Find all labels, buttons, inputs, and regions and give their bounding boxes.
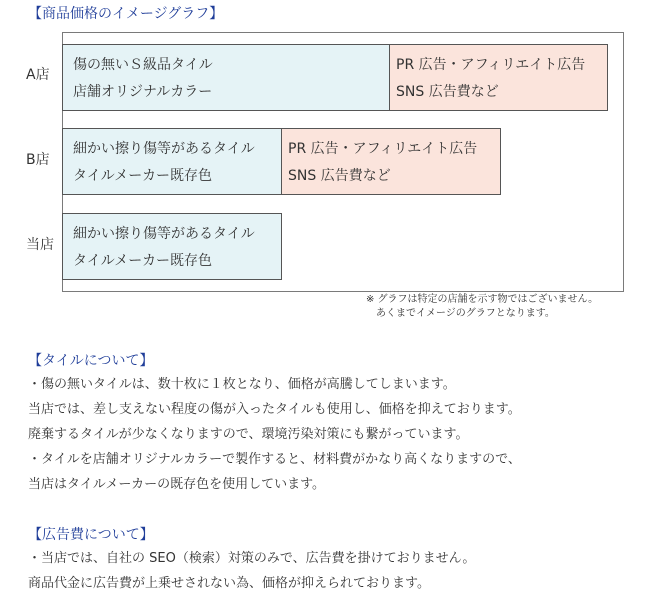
ad-section-body [28,546,475,596]
paragraph-line: ・タイルを店舗オリジナルカラーで製作すると、材料費がかなり高くなりますので、 [28,452,521,467]
segment-line: 傷の無いＳ級品タイル [73,57,213,73]
graph-note-line-1: ※ グラフは特定の店舗を示す物ではございません。 [366,294,599,305]
paragraph-line: 当店はタイルメーカーの既存色を使用しています。 [28,477,326,492]
store-label-b: B店 [26,152,50,168]
graph-note-line-2: あくまでイメージのグラフとなります。 [376,308,555,319]
segment-line: 店舗オリジナルカラー [73,84,213,100]
segment-line: SNS 広告費など [288,168,391,184]
store-label-ours: 当店 [26,237,54,253]
segment-line: 細かい擦り傷等があるタイル [73,141,255,157]
paragraph-line: 廃棄するタイルが少なくなりますので、環境汚染対策にも繋がっています。 [28,427,469,442]
segment-line: 細かい擦り傷等があるタイル [73,226,255,242]
store-label-a: A店 [26,67,50,83]
store-a-product-segment [62,44,390,111]
paragraph-line: 当店では、差し支えない程度の傷が入ったタイルも使用し、価格を抑えております。 [28,402,521,417]
tile-section-body [28,372,521,497]
ad-section-title: 【広告費について】 [28,527,154,543]
graph-title: 【商品価格のイメージグラフ】 [28,6,224,22]
segment-line: PR 広告・アフィリエイト広告 [396,57,586,73]
tile-section-title: 【タイルについて】 [28,353,154,369]
paragraph-line: ・傷の無いタイルは、数十枚に１枚となり、価格が高騰してしまいます。 [28,377,456,392]
segment-line: タイルメーカー既存色 [73,168,213,184]
store-b-product-segment [62,128,282,195]
store-a-advertising-segment [389,44,608,111]
store-b-advertising-segment [281,128,501,195]
segment-line: タイルメーカー既存色 [73,253,213,269]
paragraph-line: ・当店では、自社の SEO（検索）対策のみで、広告費を掛けておりません。 [28,551,476,566]
our-store-product-segment [62,213,282,280]
segment-line: SNS 広告費など [396,84,499,100]
segment-line: PR 広告・アフィリエイト広告 [288,141,478,157]
paragraph-line: 商品代金に広告費が上乗せされない為、価格が抑えられております。 [28,576,430,591]
